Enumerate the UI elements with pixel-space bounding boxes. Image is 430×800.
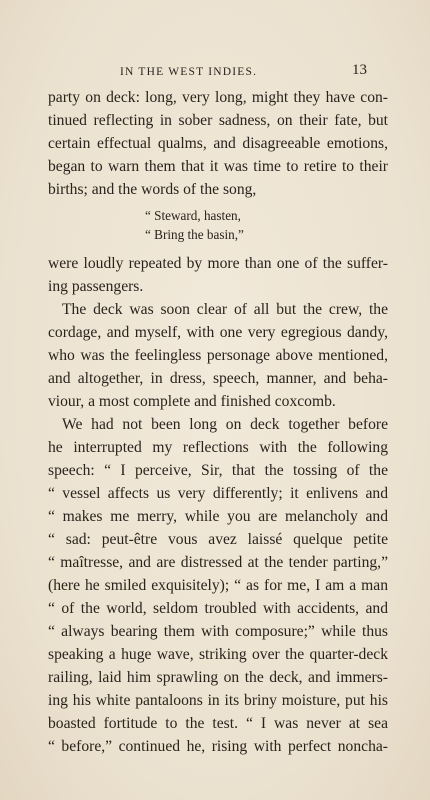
text-line: viour, a most complete and finished coxcomb. (48, 393, 336, 410)
text-line: who was the feelingless personage above mentioned, (48, 347, 388, 364)
text-line: and altogether, in dress, speech, manner, and beha- (48, 370, 388, 387)
text-line: “ maîtresse, and are distressed at the tender parting,” (48, 554, 388, 571)
text-line: began to warn them that it was time to retire to their (48, 158, 388, 175)
text-line: births; and the words of the song, (48, 181, 257, 198)
text-line: party on deck: long, very long, might they have con- (48, 89, 388, 106)
text-line: “ always bearing them with composure;” while thus (48, 623, 388, 640)
text-line: “ vessel affects us very differently; it enlivens and (48, 485, 388, 502)
text-line: railing, laid him sprawling on the deck, and immers- (48, 669, 388, 686)
text-line: boasted fortitude to the test. “ I was never at sea (48, 715, 388, 732)
running-title: IN THE WEST INDIES. (120, 66, 258, 78)
text-line: speech: “ I perceive, Sir, that the tossing of the (48, 462, 388, 479)
text-line: ing passengers. (48, 278, 144, 295)
page-number: 13 (352, 62, 367, 78)
verse-line: “ Steward, hasten, (145, 208, 241, 223)
text-line: tinued reflecting in sober sadness, on their fate, but (48, 112, 388, 129)
text-line: “ makes me merry, while you are melancholy and (48, 508, 388, 525)
text-line: certain effectual qualms, and disagreeable emotions, (48, 135, 388, 152)
verse-line: “ Bring the basin,” (145, 227, 244, 242)
text-line: cordage, and myself, with one very egregious dandy, (48, 324, 388, 341)
text-line: (here he smiled exquisitely); “ as for me, I am a man (48, 577, 388, 594)
text-line: he interrupted my reflections with the following (48, 439, 388, 456)
text-line: “ of the world, seldom troubled with accidents, and (48, 600, 388, 617)
text-line: were loudly repeated by more than one of the suffer- (48, 255, 388, 272)
text-line: The deck was soon clear of all but the crew, the (62, 301, 388, 318)
text-line: “ sad: peut-être vous avez laissé quelque petite (48, 531, 388, 548)
running-head (0, 62, 430, 82)
text-line: speaking a huge wave, striking over the quarter-deck (48, 646, 388, 663)
text-line: ing his white pantaloons in its briny moisture, put his (48, 692, 388, 709)
text-line: “ before,” continued he, rising with perfect noncha- (48, 738, 388, 755)
text-line: We had not been long on deck together before (62, 416, 388, 433)
